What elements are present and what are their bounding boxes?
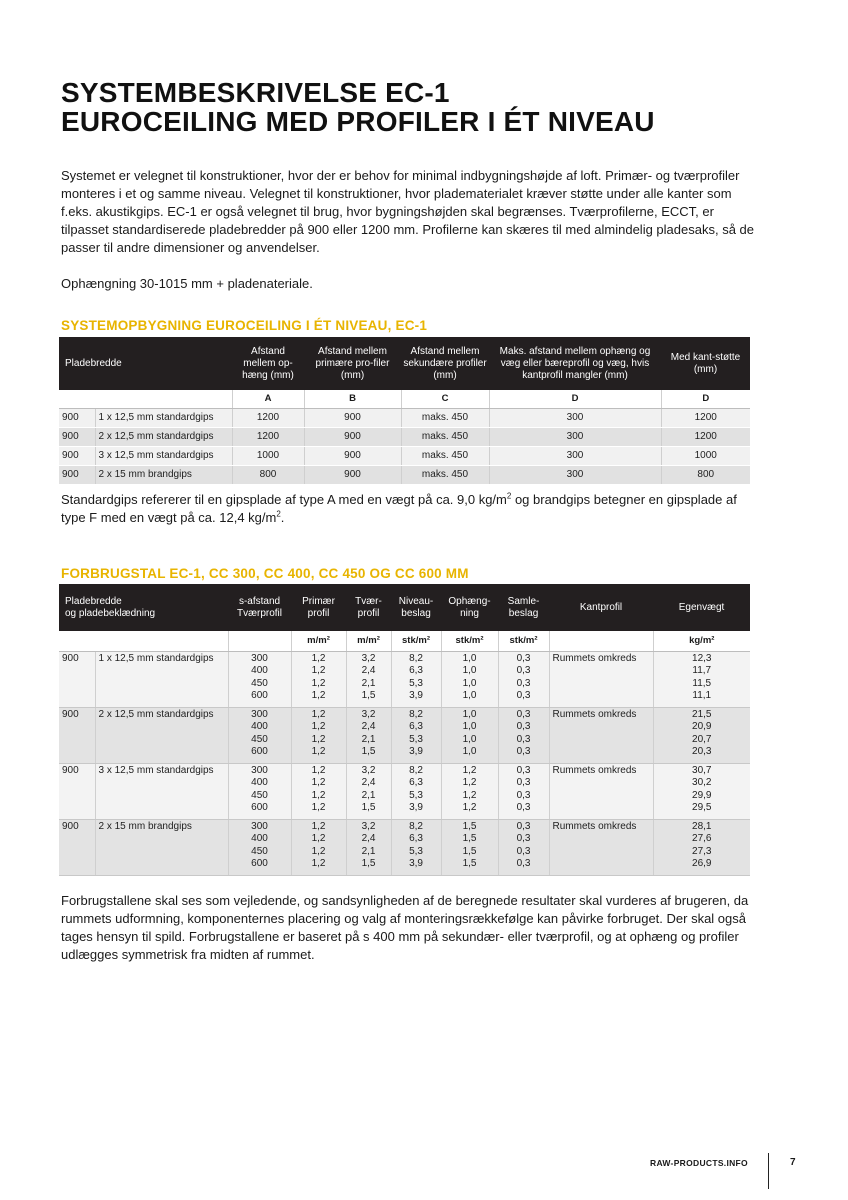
cell-d-kant: 1000 <box>661 446 750 465</box>
header-maks-afstand: Maks. afstand mellem ophæng og væg eller bæreprofil og væg, hvis kantprofil mangler (mm) <box>489 337 661 390</box>
cell-c: maks. 450 <box>401 465 489 484</box>
letter-d: D <box>489 390 661 408</box>
cell-b: 900 <box>304 446 401 465</box>
consumption-table <box>59 584 750 876</box>
header-afstand-primaere: Afstand mellem primære pro-filer (mm) <box>304 337 401 390</box>
cell-c: maks. 450 <box>401 427 489 446</box>
header-tvaer-profil: Tvær- profil <box>346 584 391 631</box>
cell-egenvaegt: 28,1 27,6 27,3 26,9 <box>653 819 750 875</box>
cell-d-kant: 800 <box>661 465 750 484</box>
header-s-afstand: s-afstand Tværprofil <box>228 584 291 631</box>
section-title-systemopbygning: SYSTEMOPBYGNING EUROCEILING I ÉT NIVEAU, EC-1 <box>61 318 428 333</box>
section-title-forbrugstal: FORBRUGSTAL EC-1, CC 300, CC 400, CC 450 OG CC 600 MM <box>61 566 469 581</box>
cell-width: 900 <box>59 651 95 707</box>
cell-desc: 2 x 12,5 mm standardgips <box>95 427 232 446</box>
cell-desc: 1 x 12,5 mm standardgips <box>95 408 232 427</box>
cell-a: 1200 <box>232 427 304 446</box>
unit-samle: stk/m² <box>498 631 549 651</box>
cell-ophaeng: 1,0 1,0 1,0 1,0 <box>441 707 498 763</box>
cell-ophaeng: 1,0 1,0 1,0 1,0 <box>441 651 498 707</box>
cell-width: 900 <box>59 465 95 484</box>
intro-paragraph-2: Ophængning 30-1015 mm + pladenateriale. <box>61 276 313 291</box>
cell-width: 900 <box>59 408 95 427</box>
cell-s-afstand: 300 400 450 600 <box>228 651 291 707</box>
table-row <box>59 408 750 427</box>
header-ophaengning: Ophæng- ning <box>441 584 498 631</box>
cell-niveau: 8,2 6,3 5,3 3,9 <box>391 763 441 819</box>
cell-desc: 2 x 15 mm brandgips <box>95 465 232 484</box>
header-afstand-ophaeng: Afstand mellem op-hæng (mm) <box>232 337 304 390</box>
header-egenvaegt: Egenvægt <box>653 584 750 631</box>
cell-d: 300 <box>489 465 661 484</box>
system-table-letters <box>59 390 750 408</box>
cell-tvaer: 3,2 2,4 2,1 1,5 <box>346 651 391 707</box>
title-line-2: EUROCEILING MED PROFILER I ÉT NIVEAU <box>61 106 655 137</box>
standardgips-note: Standardgips refererer til en gipsplade af type A med en vægt på ca. 9,0 $kg/m^2$ og brandgips betegner en gipsplade af type F med en vægt på ca. 12,4 $kg/m^2$. <box>61 491 737 525</box>
cell-desc: 2 x 15 mm brandgips <box>95 819 228 875</box>
cell-tvaer: 3,2 2,4 2,1 1,5 <box>346 707 391 763</box>
cell-width: 900 <box>59 763 95 819</box>
letter-d-kant: D <box>661 390 750 408</box>
header-kantprofil: Kantprofil <box>549 584 653 631</box>
cell-d: 300 <box>489 446 661 465</box>
header-pladebredde: Pladebredde <box>59 337 232 390</box>
table-row <box>59 819 750 875</box>
table-row <box>59 651 750 707</box>
cell-primaer: 1,2 1,2 1,2 1,2 <box>291 763 346 819</box>
consumption-table-units <box>59 631 750 651</box>
title-line-1: SYSTEMBESKRIVELSE EC-1 <box>61 77 450 108</box>
consumption-note: Forbrugstallene skal ses som vejledende, og sandsynligheden af de beregnede resultater skal vurderes af brugeren, da rummets udformning, komponenternes placering og valg af monteringsrækkefølge kan påvirke forbruget. Der skal også tages hensyn til spild. Forbrugstallene er baseret på s 400 mm på sekundær- eller tværprofil, og at ophæng og profiler udlægges symmetrisk fra midten af rummet. <box>61 893 749 962</box>
cell-kantprofil: Rummets omkreds <box>549 651 653 707</box>
cell-egenvaegt: 12,3 11,7 11,5 11,1 <box>653 651 750 707</box>
cell-desc: 1 x 12,5 mm standardgips <box>95 651 228 707</box>
header-pladebredde-beklaedning: Pladebredde og pladebeklædning <box>59 584 228 631</box>
header-primaer-profil: Primær profil <box>291 584 346 631</box>
table-row <box>59 465 750 484</box>
cell-desc: 2 x 12,5 mm standardgips <box>95 707 228 763</box>
cell-c: maks. 450 <box>401 446 489 465</box>
cell-desc: 3 x 12,5 mm standardgips <box>95 763 228 819</box>
cell-ophaeng: 1,2 1,2 1,2 1,2 <box>441 763 498 819</box>
cell-width: 900 <box>59 427 95 446</box>
letter-a: A <box>232 390 304 408</box>
cell-width: 900 <box>59 707 95 763</box>
header-afstand-sekundaere: Afstand mellem sekundære profiler (mm) <box>401 337 489 390</box>
header-med-kantstoette: Med kant-støtte (mm) <box>661 337 750 390</box>
letter-c: C <box>401 390 489 408</box>
cell-egenvaegt: 21,5 20,9 20,7 20,3 <box>653 707 750 763</box>
page-number: 7 <box>790 1157 796 1168</box>
system-table-header <box>59 337 750 390</box>
cell-samle: 0,3 0,3 0,3 0,3 <box>498 707 549 763</box>
system-table <box>59 337 750 485</box>
cell-d-kant: 1200 <box>661 427 750 446</box>
cell-niveau: 8,2 6,3 5,3 3,9 <box>391 651 441 707</box>
cell-samle: 0,3 0,3 0,3 0,3 <box>498 651 549 707</box>
unit-egenvaegt: kg/m² <box>653 631 750 651</box>
footer-divider <box>768 1153 769 1189</box>
cell-b: 900 <box>304 408 401 427</box>
cell-a: 800 <box>232 465 304 484</box>
cell-c: maks. 450 <box>401 408 489 427</box>
cell-samle: 0,3 0,3 0,3 0,3 <box>498 819 549 875</box>
table-row <box>59 446 750 465</box>
cell-egenvaegt: 30,7 30,2 29,9 29,5 <box>653 763 750 819</box>
cell-s-afstand: 300 400 450 600 <box>228 763 291 819</box>
cell-primaer: 1,2 1,2 1,2 1,2 <box>291 651 346 707</box>
intro-text <box>61 167 761 293</box>
cell-kantprofil: Rummets omkreds <box>549 763 653 819</box>
cell-s-afstand: 300 400 450 600 <box>228 819 291 875</box>
cell-primaer: 1,2 1,2 1,2 1,2 <box>291 707 346 763</box>
cell-primaer: 1,2 1,2 1,2 1,2 <box>291 819 346 875</box>
table-row <box>59 427 750 446</box>
cell-niveau: 8,2 6,3 5,3 3,9 <box>391 819 441 875</box>
table-row <box>59 707 750 763</box>
cell-desc: 3 x 12,5 mm standardgips <box>95 446 232 465</box>
unit-tvaer: m/m² <box>346 631 391 651</box>
cell-width: 900 <box>59 819 95 875</box>
cell-tvaer: 3,2 2,4 2,1 1,5 <box>346 819 391 875</box>
cell-a: 1000 <box>232 446 304 465</box>
intro-paragraph-1: Systemet er velegnet til konstruktioner, hvor der er behov for minimal indbygningshøjde af loft. Primær- og tværprofiler monteres i et og samme niveau. Velegnet til konstruktioner, hvor pladematerialet kræver støtte under alle kanter som f.eks. akustikgips. EC-1 er også velegnet til brug, hvor bygningshøjden skal begrænses. Tværprofilerne, ECCT, er tilpasset standardiserede pladebredder på 900 eller 1200 mm. Profilerne kan skæres til med almindelig pladesaks, så de passer til andre dimensioner og anvendelser. <box>61 168 754 255</box>
cell-kantprofil: Rummets omkreds <box>549 707 653 763</box>
footer-url: RAW-PRODUCTS.INFO <box>650 1158 748 1168</box>
cell-d: 300 <box>489 427 661 446</box>
table-row <box>59 763 750 819</box>
unit-primaer: m/m² <box>291 631 346 651</box>
cell-ophaeng: 1,5 1,5 1,5 1,5 <box>441 819 498 875</box>
unit-niveau: stk/m² <box>391 631 441 651</box>
cell-width: 900 <box>59 446 95 465</box>
cell-s-afstand: 300 400 450 600 <box>228 707 291 763</box>
page-title <box>61 78 655 136</box>
letter-b: B <box>304 390 401 408</box>
cell-kantprofil: Rummets omkreds <box>549 819 653 875</box>
header-samle-beslag: Samle- beslag <box>498 584 549 631</box>
cell-b: 900 <box>304 465 401 484</box>
consumption-table-header <box>59 584 750 631</box>
cell-d-kant: 1200 <box>661 408 750 427</box>
header-niveau-beslag: Niveau- beslag <box>391 584 441 631</box>
cell-samle: 0,3 0,3 0,3 0,3 <box>498 763 549 819</box>
cell-tvaer: 3,2 2,4 2,1 1,5 <box>346 763 391 819</box>
cell-a: 1200 <box>232 408 304 427</box>
cell-b: 900 <box>304 427 401 446</box>
cell-d: 300 <box>489 408 661 427</box>
cell-niveau: 8,2 6,3 5,3 3,9 <box>391 707 441 763</box>
unit-ophaeng: stk/m² <box>441 631 498 651</box>
